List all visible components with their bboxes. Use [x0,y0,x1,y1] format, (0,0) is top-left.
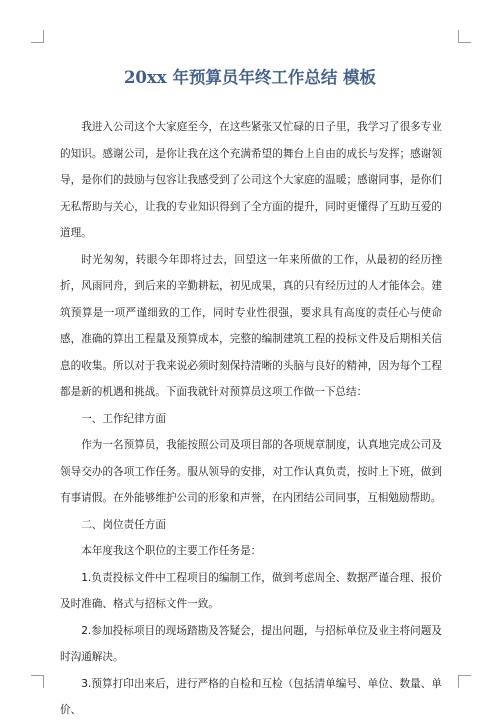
crop-mark-top-right [458,30,471,43]
list-item-1: 1.负责投标文件中工程项目的编制工作，做到考虑周全、数据严谨合理、报价及时准确、格式与招标文件一致。 [60,571,442,610]
paragraph-discipline: 作为一名预算员，我能按照公司及项目部的各项规章制度，认真地完成公司及领导交办的各项工作任务。服从领导的安排，对工作认真负责，按时上下班，做到有事请假。在外能够维护公司的形象和声誉，在内团结公司同事，互相勉励帮助。 [60,439,442,504]
crop-mark-top-left [31,30,44,43]
document-title: 20xx 年预算员年终工作总结 模板 [123,68,377,87]
section-heading-responsibility: 二、岗位责任方面 [81,518,166,531]
document-body [60,114,442,724]
paragraph-review: 时光匆匆，转眼今年即将过去，回望这一年来所做的工作，从最初的经历挫折，风雨同舟，到后来的辛勤耕耘，初见成果，真的只有经历过的人才能体会。建筑预算是一项严谨细致的工作，同时专业性很强，要求具有高度的责任心与使命感，准确的算出工程量及预算成本，完整的编制建筑工程的投标文件及后期相关信息的收集。所以对于我来说必须时刻保持清晰的头脑与良好的精神，因为每个工程都是新的机遇和挑战。下面我就针对预算员这项工作做一下总结： [60,253,442,398]
crop-mark-bottom-right [458,675,471,688]
section-heading-discipline: 一、工作纪律方面 [81,412,166,425]
paragraph-tasks-intro: 本年度我这个职位的主要工作任务是： [81,545,262,557]
list-item-2: 2.参加投标项目的现场踏勘及答疑会，提出问题，与招标单位及业主将问题及时沟通解决。 [60,624,442,663]
paragraph-intro: 我进入公司这个大家庭至今，在这些紧张又忙碌的日子里，我学习了很多专业的知识。感谢公司，是你让我在这个充满希望的舞台上自由的成长与发挥；感谢领导，是你们的鼓励与包容让我感受到了公司这个大家庭的温暖；感谢同事，是你们无私帮助与关心，让我的专业知识得到了全方面的提升，同时更懂得了互助互爱的道理。 [60,121,442,239]
list-item-3: 3.预算打印出来后，进行严格的自检和互检（包括清单编号、单位、数量、单价、 [60,677,442,716]
crop-mark-bottom-left [31,675,44,688]
